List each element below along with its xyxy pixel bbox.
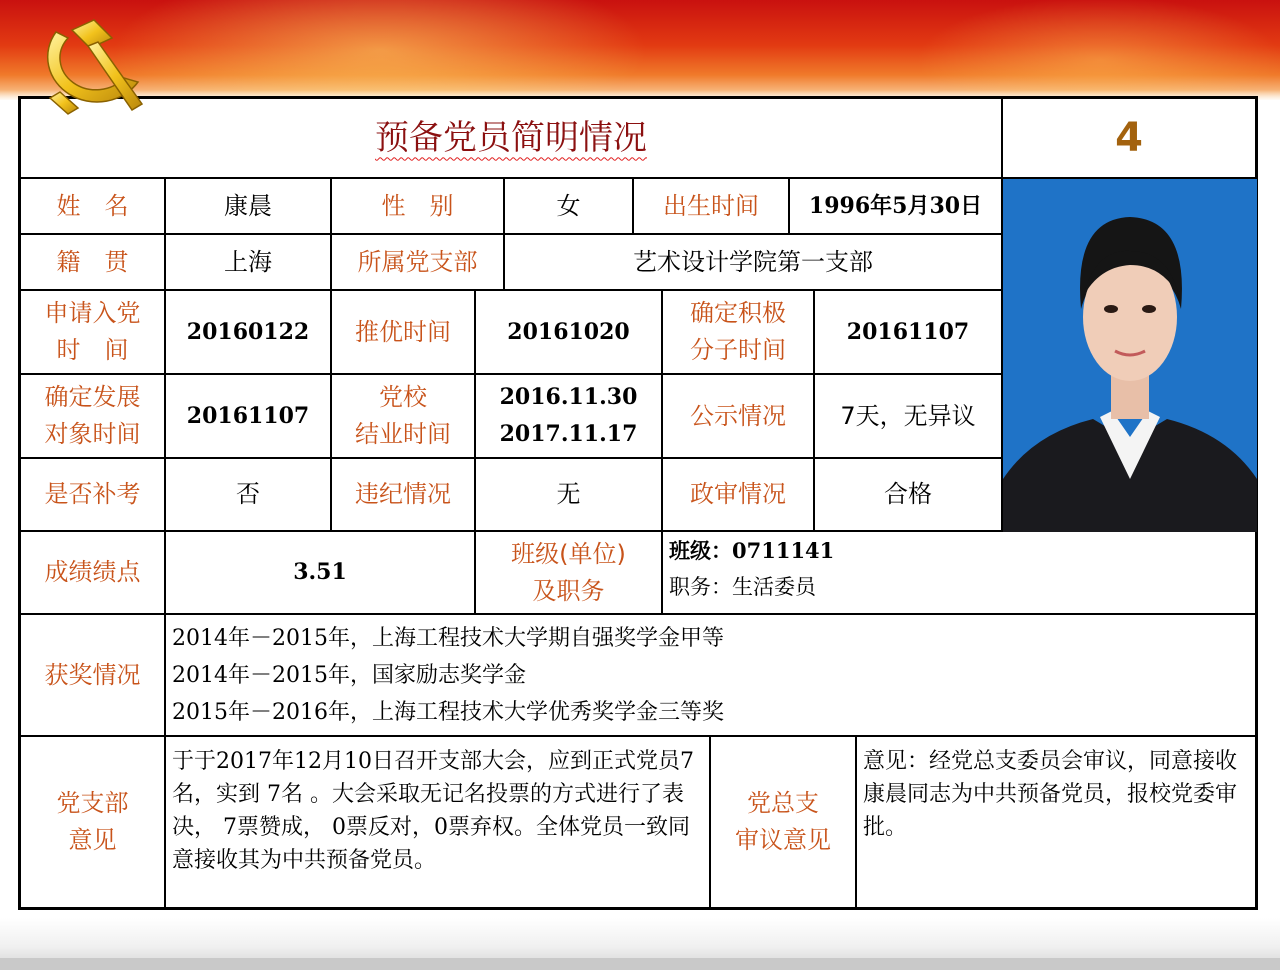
general-opinion-label-line2: 审议意见 xyxy=(735,826,831,854)
awards-label: 获奖情况 xyxy=(21,615,166,737)
list-item: 2014年－2015年，国家励志奖学金 xyxy=(172,662,526,688)
class-label xyxy=(476,532,663,615)
branch-opinion-label xyxy=(21,737,166,907)
develop-label-line2: 对象时间 xyxy=(44,420,141,448)
makeup-label: 是否补考 xyxy=(21,459,166,532)
class-label-line2: 及职务 xyxy=(532,576,605,605)
school-label-line2: 结业时间 xyxy=(355,420,451,448)
member-photo xyxy=(1003,179,1257,532)
general-opinion-label xyxy=(711,737,857,907)
birth-label: 出生时间 xyxy=(634,179,790,235)
list-item: 2014年－2015年，上海工程技术大学期自强奖学金甲等 xyxy=(172,625,724,651)
name-label: 姓 名 xyxy=(21,179,166,235)
school-label xyxy=(332,375,476,459)
apply-label xyxy=(21,291,166,375)
activist-label-line1: 确定积极 xyxy=(690,299,786,327)
apply-label-line1: 申请入党 xyxy=(44,299,141,327)
header-banner xyxy=(0,0,1280,100)
apply-label-line2: 时 间 xyxy=(56,336,129,364)
discipline-value: 无 xyxy=(476,459,663,532)
branch-opinion-text: 于于2017年12月10日召开支部大会，应到正式党员7名，实到 7名 。大会采取无记名投票的方式进行了表决， 7票赞成， 0票反对，0票弃权。全体党员一致同意接收其为中共预备党员。 xyxy=(166,737,711,907)
page-number: 4 xyxy=(1115,114,1143,161)
general-opinion-text: 意见：经党总支委员会审议，同意接收康晨同志为中共预备党员，报校党委审批。 xyxy=(857,737,1255,907)
political-label: 政审情况 xyxy=(663,459,815,532)
publicity-value: 7天，无异议 xyxy=(815,375,1003,459)
name-value: 康晨 xyxy=(166,179,332,235)
publicity-label: 公示情况 xyxy=(663,375,815,459)
page-number-cell xyxy=(1003,99,1255,179)
class-value xyxy=(663,532,1255,615)
footer-band xyxy=(0,918,1280,970)
gpa-value: 3.51 xyxy=(166,532,476,615)
school-value xyxy=(476,375,663,459)
branch-value: 艺术设计学院第一支部 xyxy=(505,235,1003,291)
position-line: 职务：生活委员 xyxy=(669,575,816,599)
origin-label: 籍 贯 xyxy=(21,235,166,291)
birth-value: 1996年5月30日 xyxy=(790,179,1003,235)
develop-label-line1: 确定发展 xyxy=(44,383,141,411)
portrait-icon xyxy=(1003,179,1257,532)
branch-label: 所属党支部 xyxy=(332,235,505,291)
branch-opinion-label-line1: 党支部 xyxy=(56,789,129,817)
develop-value: 20161107 xyxy=(166,375,332,459)
school-date-end: 2017.11.17 xyxy=(499,421,638,447)
activist-value: 20161107 xyxy=(815,291,1003,375)
activist-label-line2: 分子时间 xyxy=(690,336,786,364)
party-emblem-icon xyxy=(20,12,160,122)
discipline-label: 违纪情况 xyxy=(332,459,476,532)
class-line: 班级：0711141 xyxy=(669,538,835,563)
school-date-start: 2016.11.30 xyxy=(499,384,638,410)
recommend-label: 推优时间 xyxy=(332,291,476,375)
gpa-label: 成绩绩点 xyxy=(21,532,166,615)
info-table xyxy=(18,96,1258,910)
page-title: 预备党员简明情况 xyxy=(375,117,647,158)
apply-value: 20160122 xyxy=(166,291,332,375)
branch-opinion-label-line2: 意见 xyxy=(68,826,117,854)
list-item: 2015年－2016年，上海工程技术大学优秀奖学金三等奖 xyxy=(172,699,724,725)
school-label-line1: 党校 xyxy=(379,383,427,411)
recommend-value: 20161020 xyxy=(476,291,663,375)
awards-list xyxy=(166,615,1255,737)
table-title-cell xyxy=(21,99,1003,179)
develop-label xyxy=(21,375,166,459)
makeup-value: 否 xyxy=(166,459,332,532)
activist-label xyxy=(663,291,815,375)
gender-label: 性 别 xyxy=(332,179,505,235)
origin-value: 上海 xyxy=(166,235,332,291)
class-label-line1: 班级(单位) xyxy=(511,539,626,568)
political-value: 合格 xyxy=(815,459,1003,532)
gender-value: 女 xyxy=(505,179,634,235)
general-opinion-label-line1: 党总支 xyxy=(747,789,819,817)
